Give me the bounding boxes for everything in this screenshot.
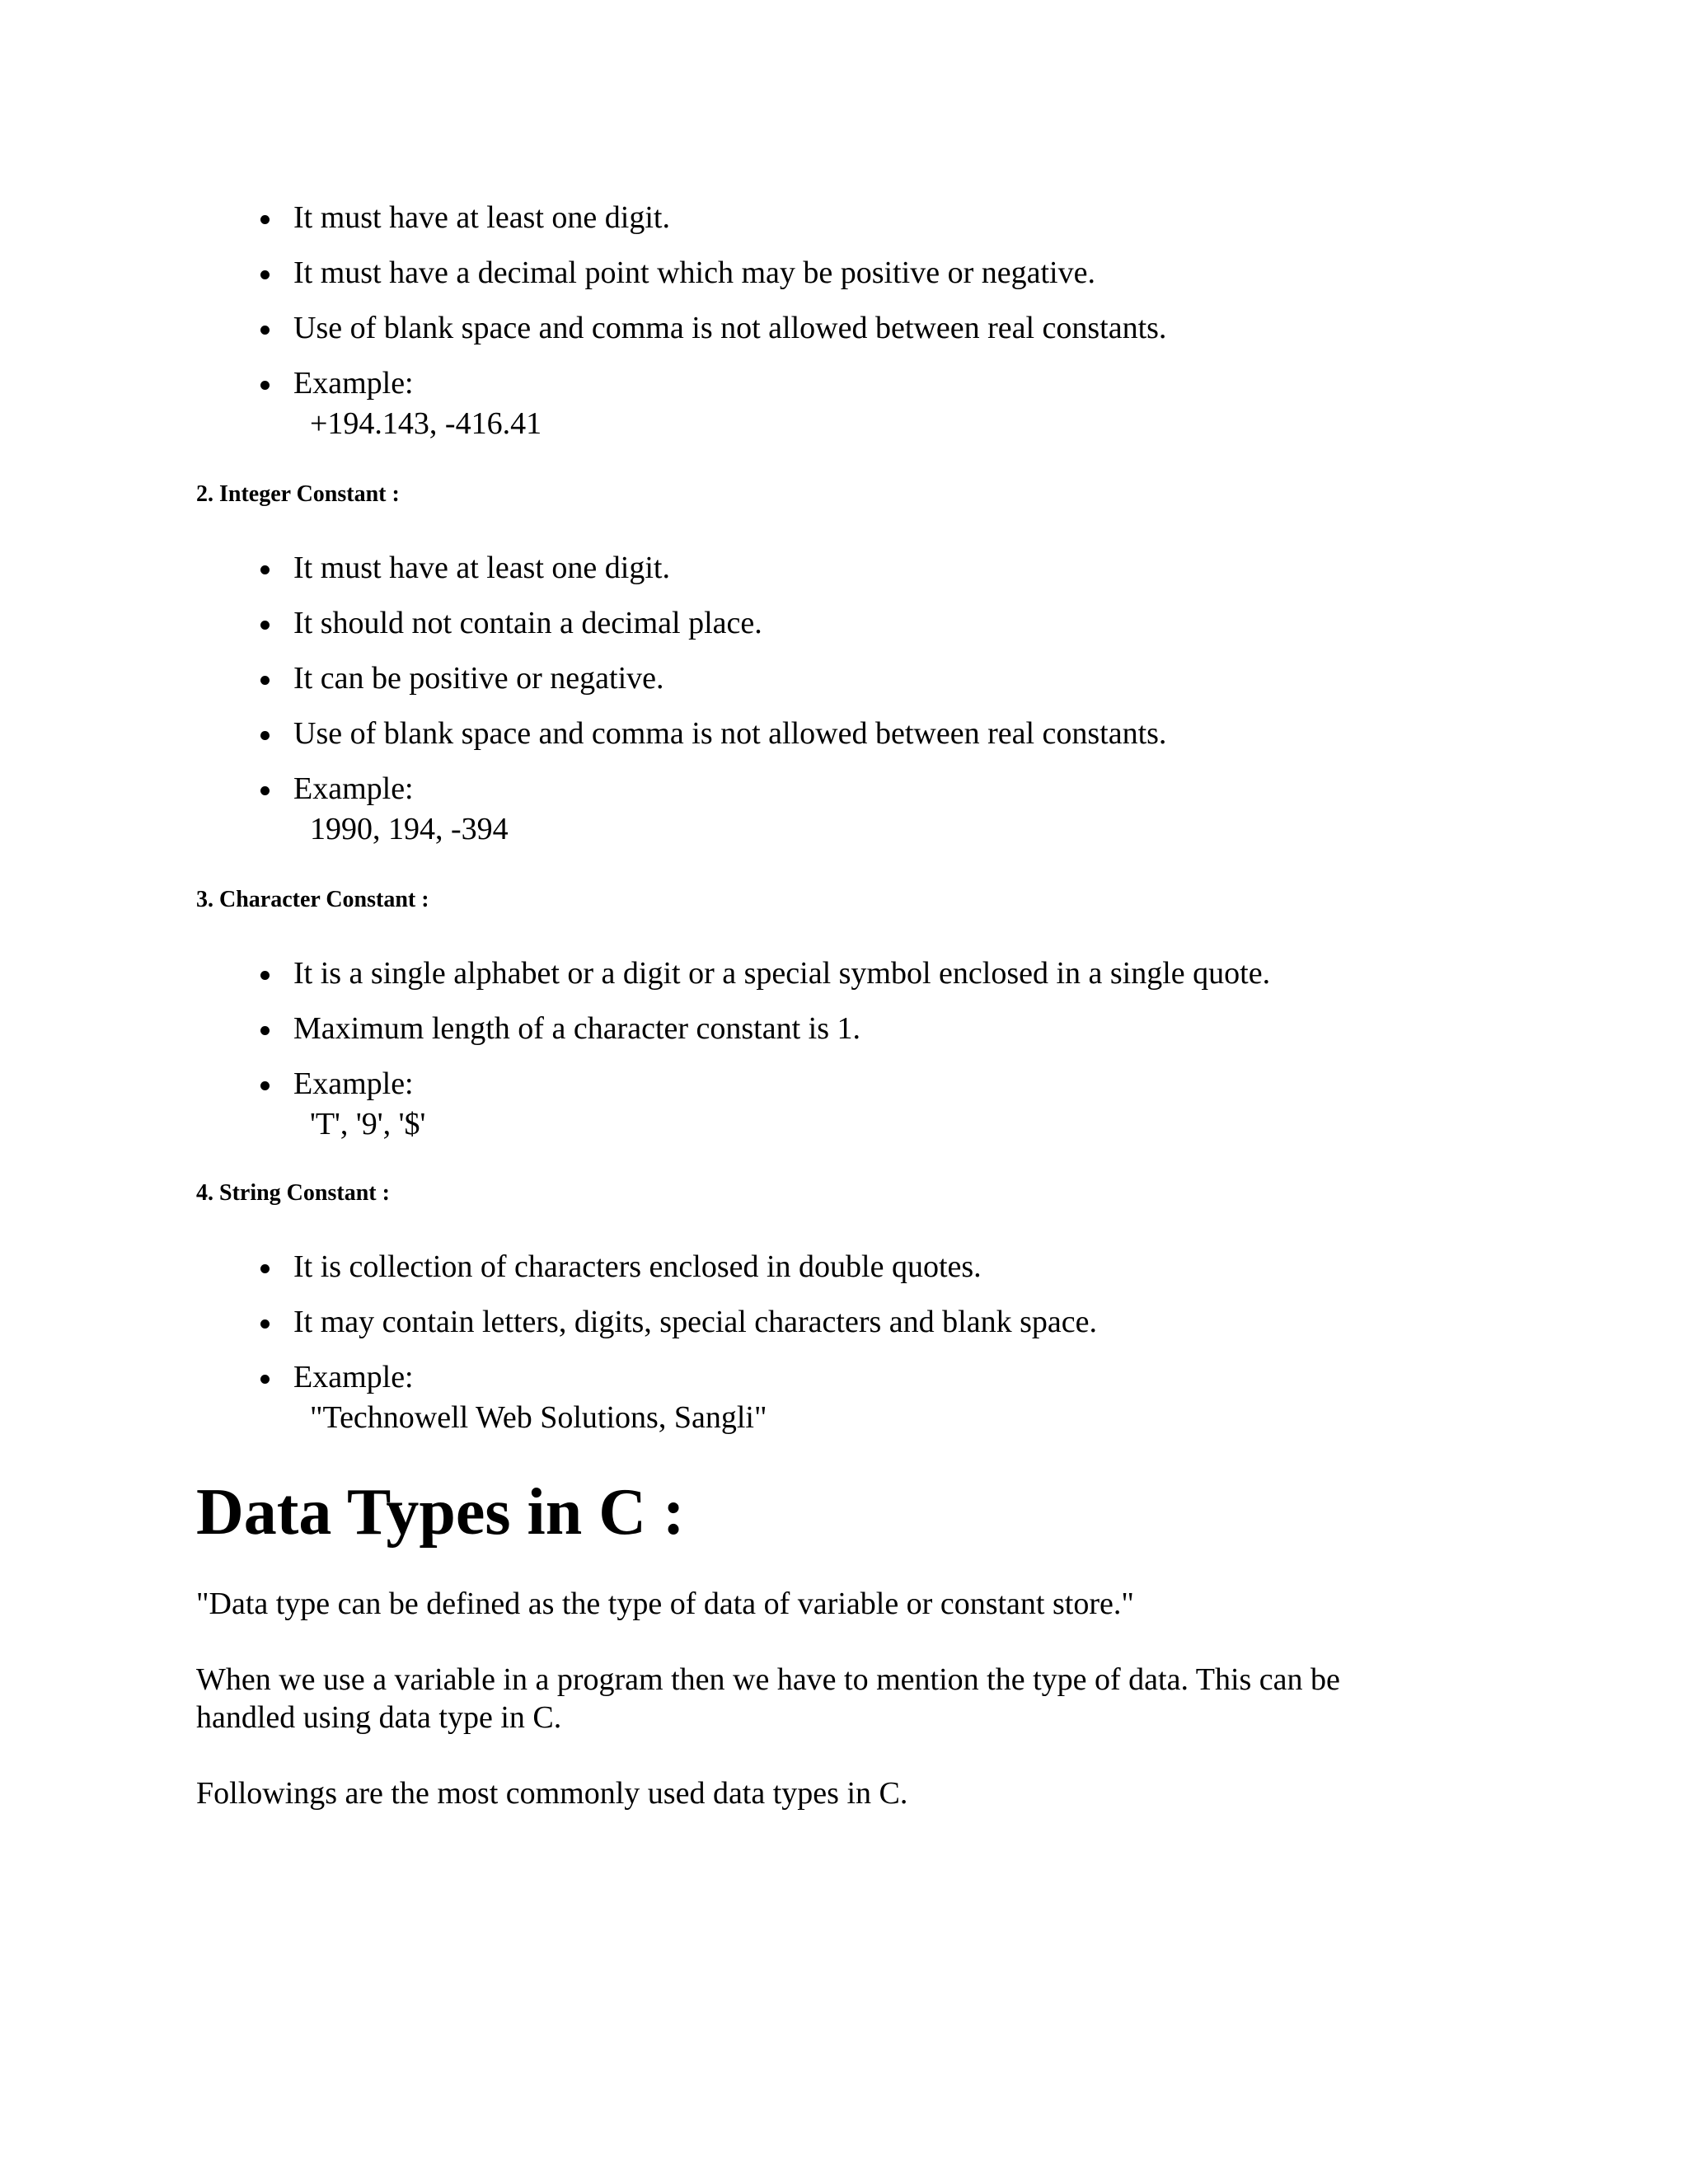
character-constant-list [196, 954, 1612, 1160]
list-item [293, 658, 1612, 699]
list-item [293, 1302, 1612, 1343]
bullet-icon [260, 1375, 270, 1384]
bullet-icon [260, 621, 270, 630]
list-item-text: Use of blank space and comma is not allowed between real constants. [293, 716, 1167, 751]
bullet-icon [260, 971, 270, 980]
list-item [293, 198, 1612, 238]
list-item [293, 548, 1612, 588]
bullet-icon [260, 215, 270, 224]
list-item [293, 714, 1612, 754]
list-item-text: It must have a decimal point which may be positive or negative. [293, 255, 1095, 290]
list-item-text: It is a single alphabet or a digit or a special symbol enclosed in a single quote. [293, 956, 1271, 991]
list-item [293, 253, 1612, 293]
example-label: Example: [293, 1360, 414, 1394]
example-value: 1990, 194, -394 [310, 812, 509, 846]
list-item [293, 1247, 1612, 1287]
list-item-example [293, 1064, 1612, 1145]
data-types-heading: Data Types in C : [196, 1476, 685, 1549]
example-value: "Technowell Web Solutions, Sangli" [310, 1400, 767, 1435]
list-item-text: Maximum length of a character constant is 1. [293, 1011, 861, 1046]
bullet-icon [260, 565, 270, 574]
string-constant-list [196, 1247, 1612, 1453]
bullet-icon [260, 786, 270, 795]
real-constant-list [196, 198, 1612, 459]
list-item [293, 308, 1612, 349]
example-label: Example: [293, 1066, 414, 1101]
bullet-icon [260, 1319, 270, 1329]
bullet-icon [260, 676, 270, 685]
list-item [293, 954, 1612, 994]
list-item-example [293, 769, 1612, 850]
character-constant-heading: 3. Character Constant : [196, 887, 429, 912]
list-item-text: It must have at least one digit. [293, 551, 670, 585]
list-item-text: It should not contain a decimal place. [293, 606, 762, 640]
bullet-icon [260, 326, 270, 335]
bullet-icon [260, 381, 270, 390]
bullet-icon [260, 1264, 270, 1273]
example-label: Example: [293, 366, 414, 401]
list-item-example [293, 1357, 1612, 1438]
list-item-text: It may contain letters, digits, special characters and blank space. [293, 1305, 1097, 1339]
bullet-icon [260, 1081, 270, 1090]
string-constant-heading: 4. String Constant : [196, 1180, 390, 1206]
integer-constant-heading: 2. Integer Constant : [196, 481, 400, 507]
list-item-text: Use of blank space and comma is not allowed between real constants. [293, 311, 1167, 345]
bullet-icon [260, 270, 270, 279]
list-item [293, 603, 1612, 644]
integer-constant-list [196, 548, 1612, 865]
list-item-example [293, 363, 1612, 444]
data-type-definition: "Data type can be defined as the type of data of variable or constant store." [196, 1586, 1134, 1621]
example-label: Example: [293, 771, 414, 806]
bullet-icon [260, 731, 270, 740]
list-item-text: It is collection of characters enclosed in double quotes. [293, 1249, 982, 1284]
list-item [293, 1009, 1612, 1049]
list-item-text: It can be positive or negative. [293, 661, 664, 696]
example-value: +194.143, -416.41 [310, 406, 542, 441]
data-type-closing: Followings are the most commonly used data types in C. [196, 1776, 908, 1811]
example-value: 'T', '9', '$' [310, 1107, 426, 1141]
list-item-text: It must have at least one digit. [293, 200, 670, 235]
bullet-icon [260, 1026, 270, 1035]
data-type-paragraph: When we use a variable in a program then we have to mention the type of data. This can be handled using data type in C. [196, 1662, 1340, 1735]
